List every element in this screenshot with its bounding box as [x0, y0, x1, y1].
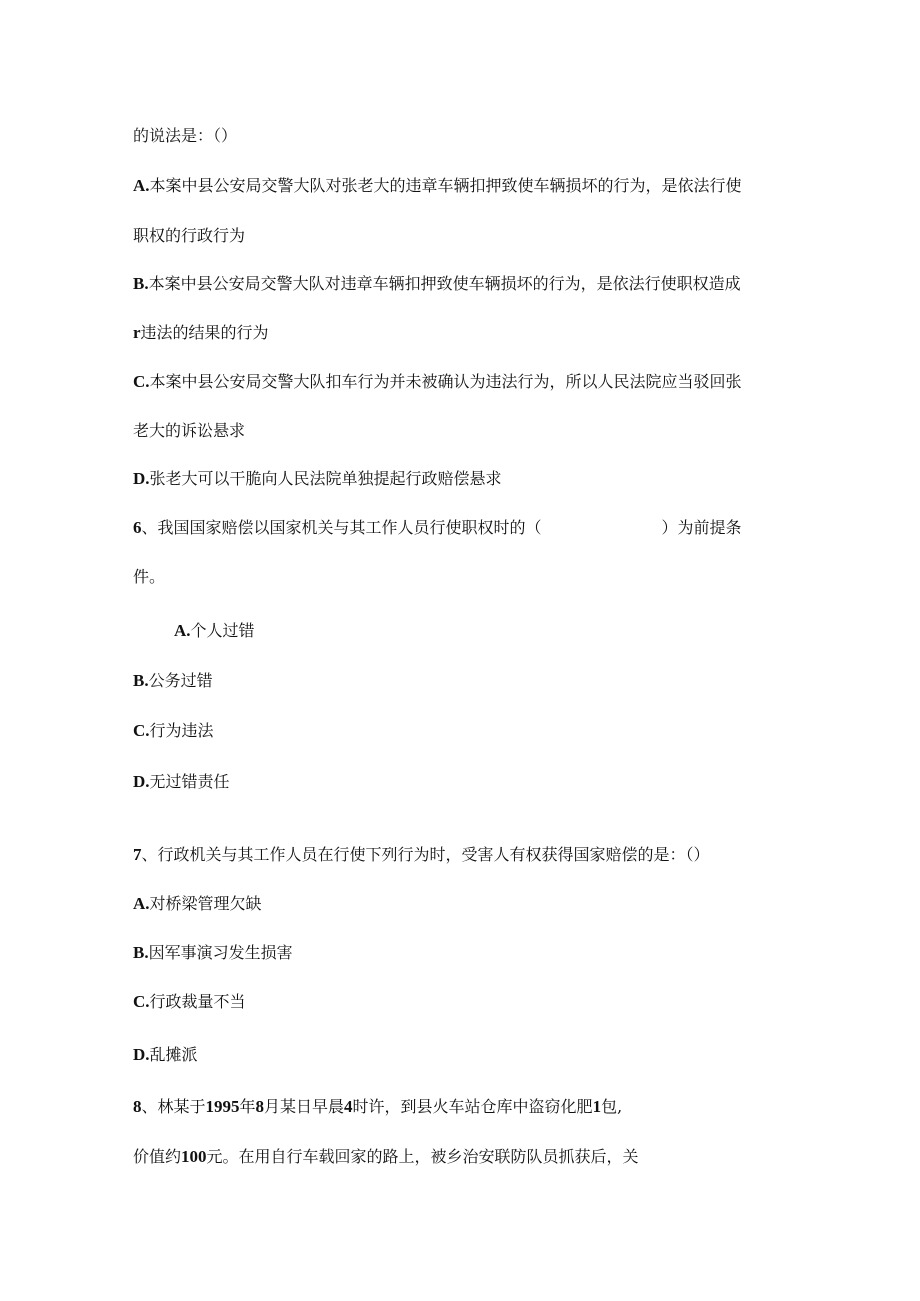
- q5-option-c-cont: 老大的诉讼悬求: [133, 421, 246, 440]
- q7-option-b: B.因军事演习发生损害: [133, 943, 293, 962]
- option-label: D.: [133, 772, 150, 791]
- q7-option-a: A.对桥梁管理欠缺: [133, 894, 262, 913]
- option-label: A.: [133, 894, 150, 913]
- option-label: B.: [133, 943, 149, 962]
- option-label: D.: [133, 469, 150, 488]
- q6-option-d: D.无过错责任: [133, 772, 230, 791]
- q7-question: 7、行政机关与其工作人员在行使下列行为时，受害人有权获得国家赔偿的是：（）: [133, 845, 710, 864]
- q5-option-c: C.本案中县公安局交警大队扣车行为并未被确认为违法行为，所以人民法院应当驳回张: [133, 372, 742, 391]
- q6-option-b: B.公务过错: [133, 671, 213, 690]
- q8-question: 8、林某于1995年8月某日早晨4时许，到县火车站仓库中盗窃化肥1包,: [133, 1097, 623, 1116]
- option-label: A.: [133, 176, 150, 195]
- q6-question-cont: 件。: [133, 567, 166, 586]
- q6-question: 6、我国国家赔偿以国家机关与其工作人员行使职权时的（ ）为前提条: [133, 518, 742, 537]
- option-label: C.: [133, 372, 150, 391]
- q8-question-cont: 价值约100元。在用自行车载回家的路上，被乡治安联防队员抓获后，关: [133, 1147, 639, 1166]
- question-number: 6: [133, 518, 142, 537]
- option-label: B.: [133, 671, 149, 690]
- q5-option-a: A.本案中县公安局交警大队对张老大的违章车辆扣押致使车辆损坏的行为，是依法行使: [133, 176, 742, 195]
- option-label: A.: [174, 621, 191, 640]
- option-label: D.: [133, 1045, 150, 1064]
- q5-option-a-cont: 职权的行政行为: [133, 226, 246, 245]
- q5-option-d: D.张老大可以干脆向人民法院单独提起行政赔偿悬求: [133, 469, 502, 488]
- q5-option-b-cont: r违法的结果的行为: [133, 323, 269, 342]
- q6-option-c: C.行为违法: [133, 721, 214, 740]
- q5-option-b: B.本案中县公安局交警大队对违章车辆扣押致使车辆损坏的行为，是依法行使职权造成: [133, 274, 741, 293]
- option-label: B.: [133, 274, 149, 293]
- q7-option-c: C.行政裁量不当: [133, 992, 246, 1011]
- option-label: C.: [133, 721, 150, 740]
- option-label: C.: [133, 992, 150, 1011]
- q6-option-a: A.个人过错: [174, 621, 255, 640]
- q7-option-d: D.乱摊派: [133, 1045, 198, 1064]
- question-number: 8: [133, 1097, 142, 1116]
- question-number: 7: [133, 845, 142, 864]
- q5-tail: 的说法是：（）: [133, 126, 238, 145]
